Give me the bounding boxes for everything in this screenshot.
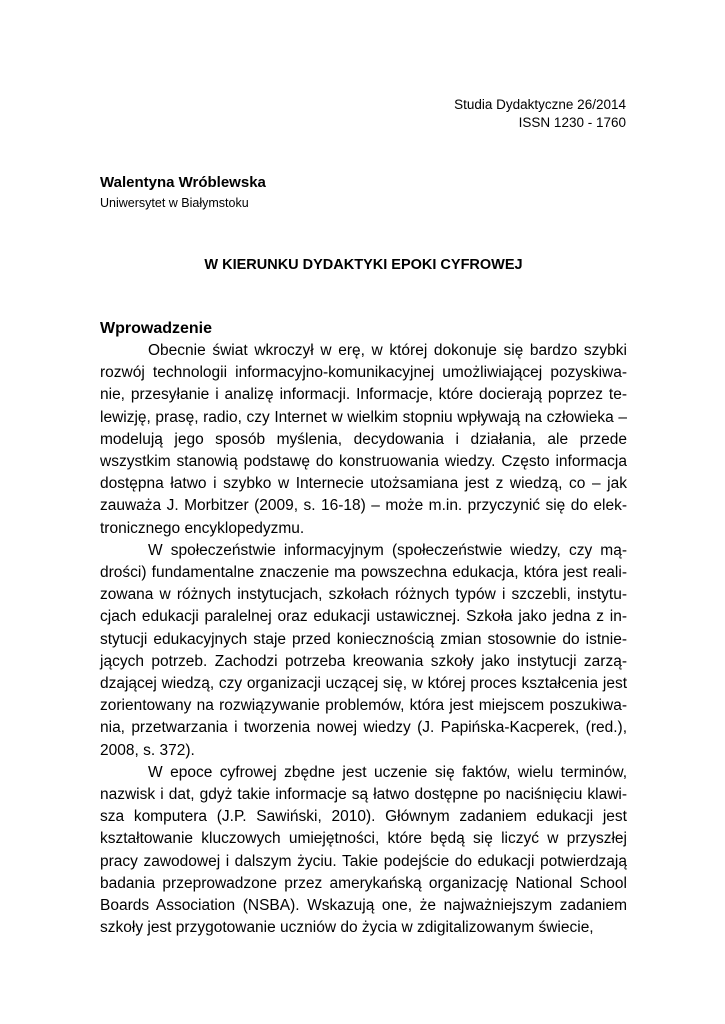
article-title: W KIERUNKU DYDAKTYKI EPOKI CYFROWEJ: [204, 257, 523, 273]
article-body: [100, 318, 627, 939]
author-name: Walentyna Wróblewska: [100, 174, 266, 191]
body-paragraph: W epoce cyfrowej zbędne jest uczenie się faktów, wielu terminów, nazwisk i dat, gdyż takie informacje są łatwo dostępne po naciśnięciu klawisza komputera (J.P. Sawiński, 2010). Głównym zadaniem edukacji jest kształtowanie kluczowych umiejętności, które będą się liczyć w przyszłej pracy zawodowej i dalszym życiu. Takie podejście do edukacji potwierdzają badania przeprowadzone przez amerykańską organizację National School Boards Association (NSBA). Wskazują one, że najważniejszym zadaniem szkoły jest przygotowanie uczniów do życia w zdigitalizowanym świecie,: [100, 763, 627, 937]
author-block: [100, 172, 266, 212]
author-affiliation: Uniwersytet w Białymstoku: [100, 196, 249, 210]
journal-name: Studia Dydaktyczne 26/2014: [454, 97, 626, 112]
body-paragraph: Obecnie świat wkroczył w erę, w której dokonuje się bardzo szybki rozwój technologii informacyjno-komunikacyjnej umożliwiającej pozyskiwanie, przesyłanie i analizę informacji. Informacje, które docierają poprzez telewizję, prasę, radio, czy Internet w wielkim stopniu wpływają na człowieka – modelują jego sposób myślenia, decydowania i działania, ale przede wszystkim stanowią podstawę do konstruowania wiedzy. Często informacja dostępna łatwo i szybko w Internecie utożsamiana jest z wiedzą, co – jak zauważa J. Morbitzer (2009, s. 16-18) – może m.in. przyczynić się do elektronicznego encyklopedyzmu.: [100, 342, 627, 537]
section-heading: Wprowadzenie: [100, 320, 213, 337]
issn-number: ISSN 1230 - 1760: [518, 115, 626, 130]
body-paragraph: W społeczeństwie informacyjnym (społeczeństwie wiedzy, czy mądrości) fundamentalne znaczenie ma powszechna edukacja, która jest realizowana w różnych instytucjach, szkołach różnych typów i szczebli, instytucjach edukacji paralelnej oraz edukacji ustawicznej. Szkoła jako jedna z instytucji edukacyjnych staje przed koniecznością zmian stosownie do istniejących potrzeb. Zachodzi potrzeba kreowania szkoły jako instytucji zarządzającej wiedzą, czy organizacji uczącej się, w której proces kształcenia jest zorientowany na rozwiązywanie problemów, która jest miejscem poszukiwania, przetwarzania i tworzenia nowej wiedzy (J. Papińska-Kacperek, (red.), 2008, s. 372).: [100, 541, 627, 759]
journal-header: [454, 96, 626, 132]
